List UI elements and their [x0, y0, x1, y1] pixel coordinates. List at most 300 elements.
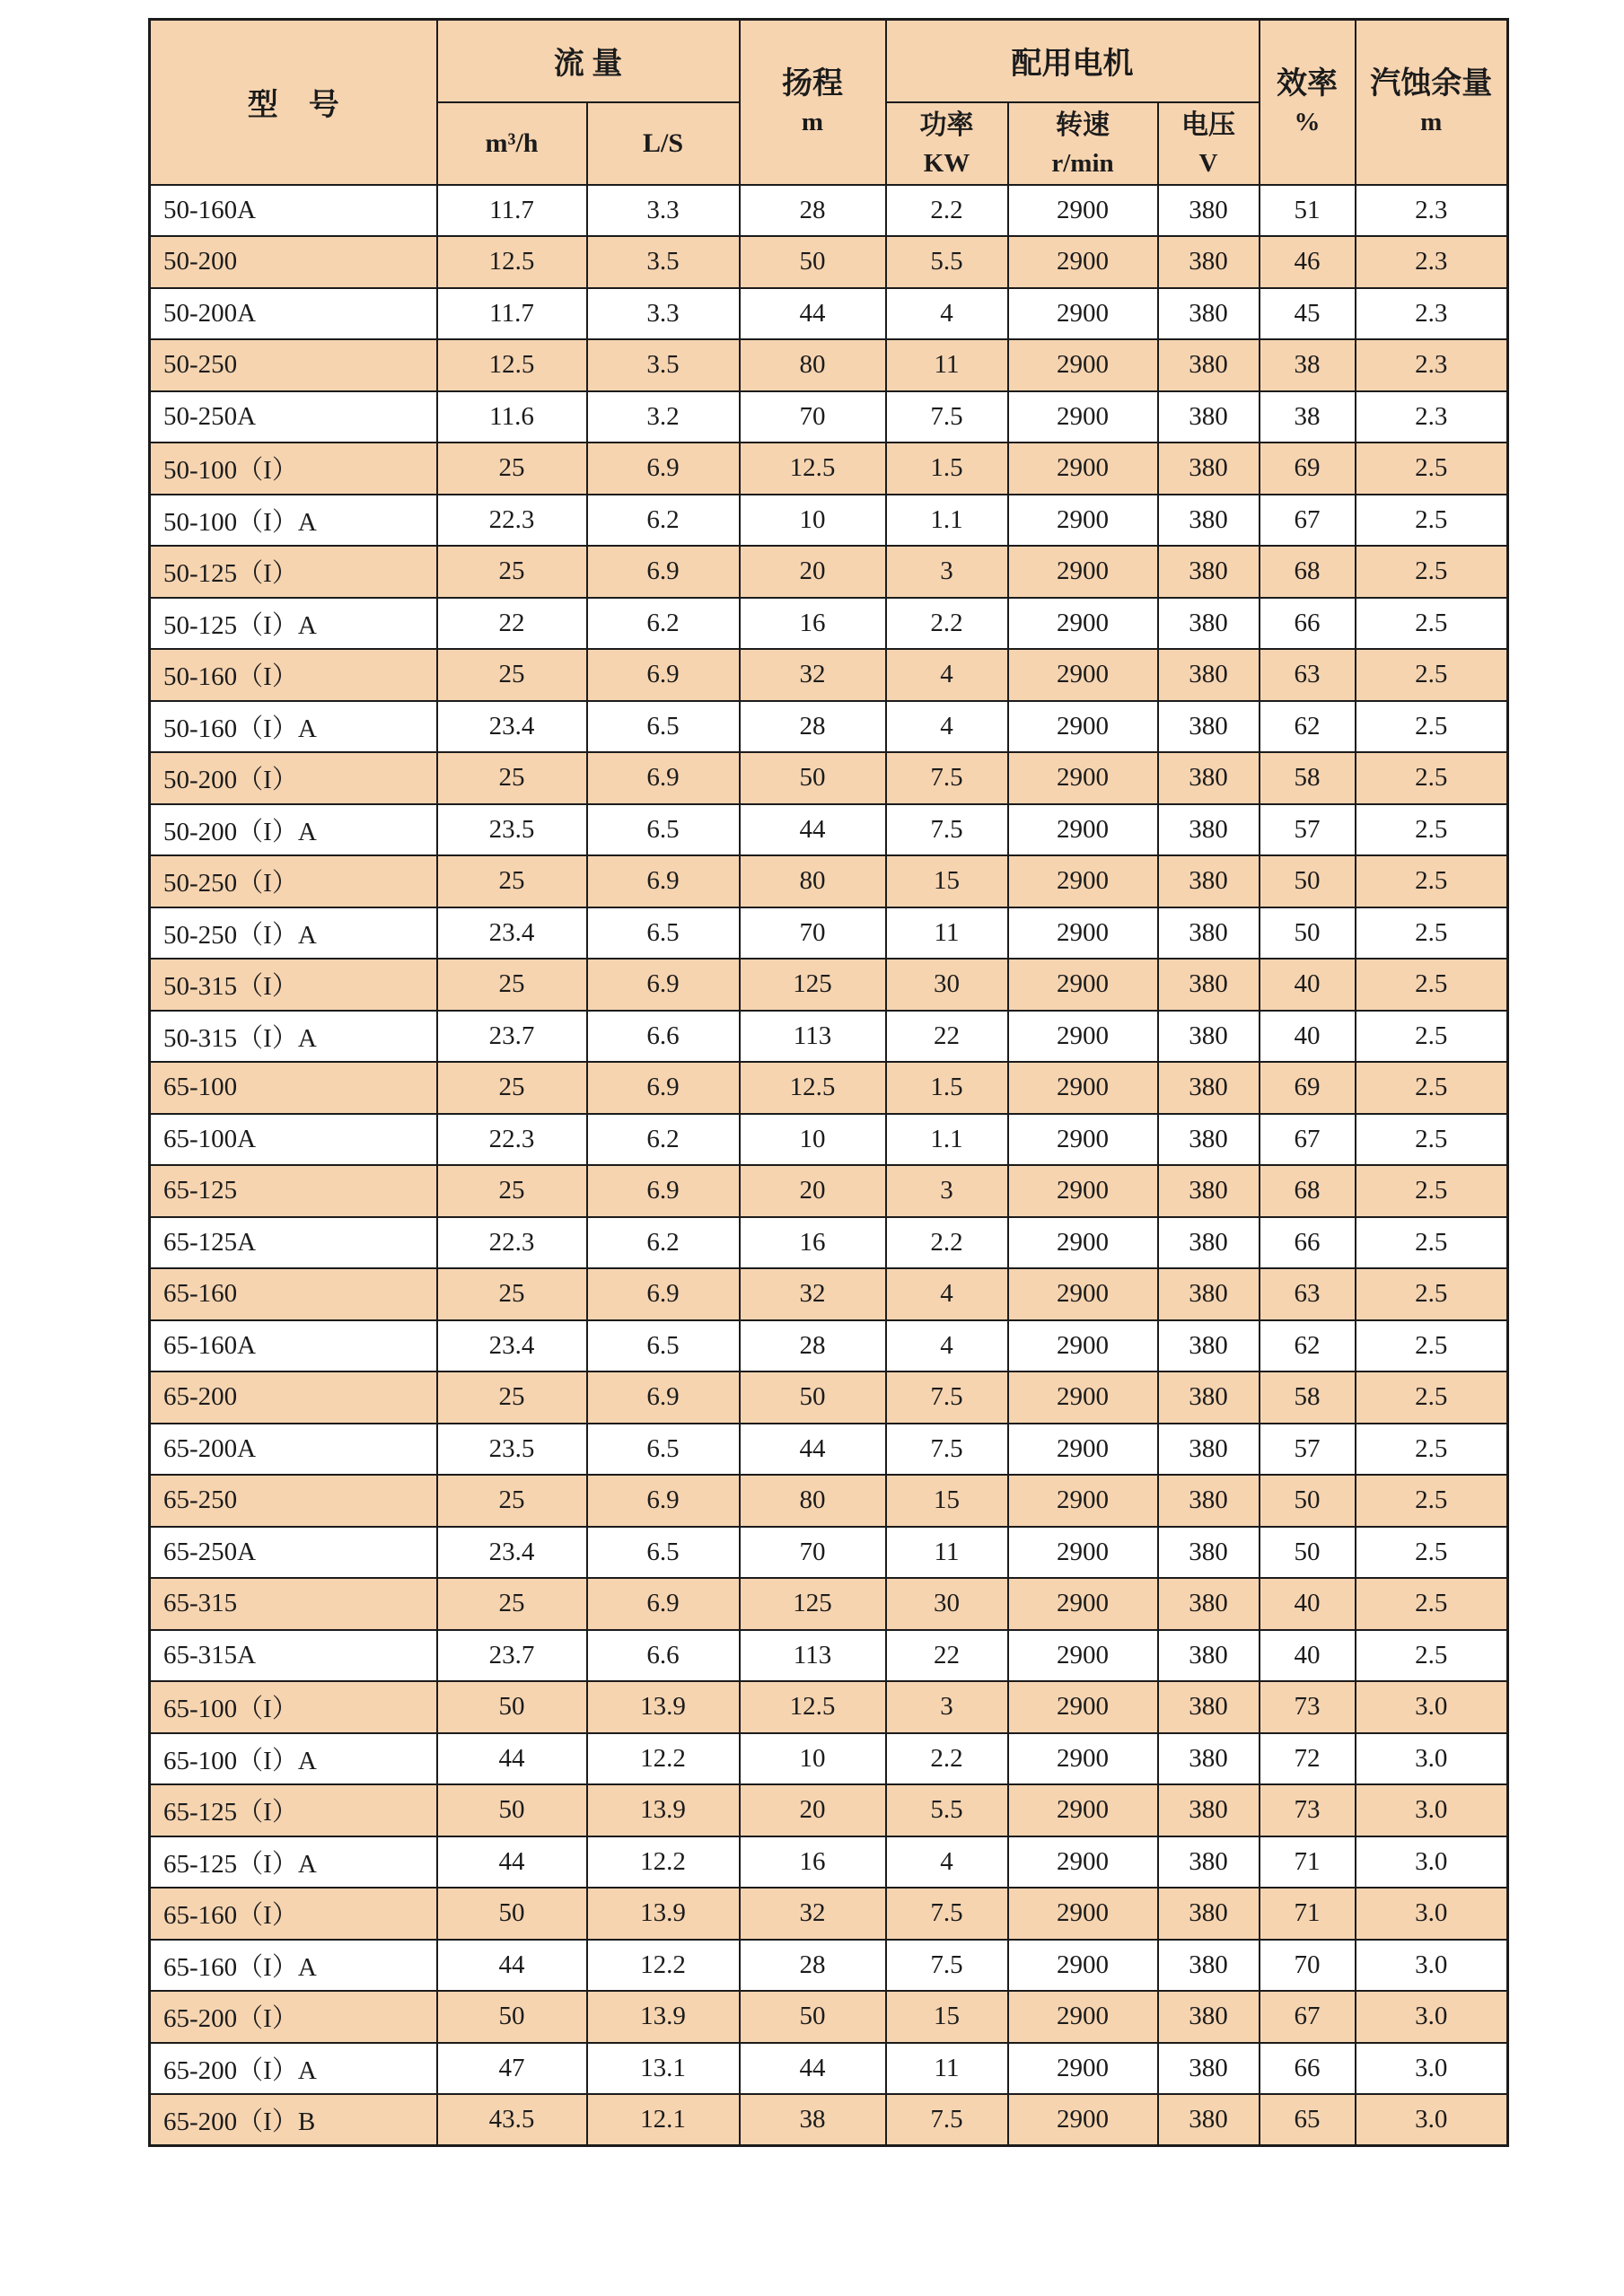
- cell-power: 22: [886, 1630, 1008, 1682]
- cell-flow-ls: 6.2: [587, 495, 740, 547]
- cell-npsh: 2.3: [1356, 339, 1508, 391]
- cell-voltage: 380: [1158, 288, 1260, 340]
- cell-power: 30: [886, 1578, 1008, 1630]
- cell-flow-m3h: 25: [437, 1268, 587, 1320]
- cell-flow-m3h: 44: [437, 1940, 587, 1992]
- cell-npsh: 2.5: [1356, 1371, 1508, 1424]
- cell-head: 113: [740, 1630, 886, 1682]
- cell-flow-m3h: 12.5: [437, 339, 587, 391]
- cell-model: 50-200（I）A: [150, 804, 437, 856]
- cell-flow-ls: 13.9: [587, 1784, 740, 1836]
- cell-model: 65-200A: [150, 1424, 437, 1476]
- cell-model: 65-315A: [150, 1630, 437, 1682]
- table-row: [150, 1681, 1508, 1733]
- cell-model: 50-100（I）A: [150, 495, 437, 547]
- cell-head: 20: [740, 1784, 886, 1836]
- cell-flow-m3h: 44: [437, 1733, 587, 1785]
- cell-head: 80: [740, 1475, 886, 1527]
- cell-head: 125: [740, 1578, 886, 1630]
- cell-voltage: 380: [1158, 1836, 1260, 1889]
- cell-flow-m3h: 50: [437, 1991, 587, 2043]
- cell-head: 113: [740, 1011, 886, 1063]
- cell-model: 65-125（I）A: [150, 1836, 437, 1889]
- cell-voltage: 380: [1158, 495, 1260, 547]
- cell-efficiency: 38: [1260, 339, 1356, 391]
- cell-model: 65-100（I）A: [150, 1733, 437, 1785]
- cell-model: 65-200（I）: [150, 1991, 437, 2043]
- cell-voltage: 380: [1158, 1165, 1260, 1217]
- cell-head: 12.5: [740, 1681, 886, 1733]
- cell-model: 50-315（I）A: [150, 1011, 437, 1063]
- cell-speed: 2900: [1008, 1991, 1158, 2043]
- cell-voltage: 380: [1158, 1784, 1260, 1836]
- table-row: [150, 1578, 1508, 1630]
- cell-head: 44: [740, 1424, 886, 1476]
- cell-flow-m3h: 22: [437, 598, 587, 650]
- table-row: [150, 2043, 1508, 2095]
- cell-speed: 2900: [1008, 1217, 1158, 1269]
- table-row: [150, 1114, 1508, 1166]
- cell-efficiency: 71: [1260, 1836, 1356, 1889]
- cell-flow-ls: 6.9: [587, 1165, 740, 1217]
- cell-npsh: 2.5: [1356, 1268, 1508, 1320]
- cell-npsh: 2.5: [1356, 1114, 1508, 1166]
- header-motor: 配用电机: [886, 20, 1260, 102]
- header-flow-ls: L/S: [587, 102, 740, 185]
- cell-head: 28: [740, 701, 886, 753]
- cell-flow-ls: 6.9: [587, 443, 740, 495]
- table-row: [150, 855, 1508, 907]
- header-speed-unit: r/min: [1051, 148, 1114, 178]
- cell-speed: 2900: [1008, 443, 1158, 495]
- table-row: [150, 598, 1508, 650]
- cell-speed: 2900: [1008, 1165, 1158, 1217]
- cell-power: 2.2: [886, 1217, 1008, 1269]
- cell-voltage: 380: [1158, 804, 1260, 856]
- cell-power: 2.2: [886, 1733, 1008, 1785]
- cell-speed: 2900: [1008, 855, 1158, 907]
- cell-speed: 2900: [1008, 1888, 1158, 1940]
- cell-model: 65-125: [150, 1165, 437, 1217]
- cell-model: 50-160A: [150, 185, 437, 237]
- cell-flow-m3h: 50: [437, 1784, 587, 1836]
- table-row: [150, 2094, 1508, 2146]
- cell-flow-ls: 6.5: [587, 701, 740, 753]
- cell-power: 7.5: [886, 2094, 1008, 2146]
- cell-model: 65-200: [150, 1371, 437, 1424]
- cell-voltage: 380: [1158, 1424, 1260, 1476]
- cell-speed: 2900: [1008, 546, 1158, 598]
- cell-power: 15: [886, 1991, 1008, 2043]
- cell-model: 65-160（I）: [150, 1888, 437, 1940]
- cell-flow-ls: 3.5: [587, 236, 740, 288]
- cell-power: 11: [886, 1527, 1008, 1579]
- table-row: [150, 649, 1508, 701]
- cell-head: 38: [740, 2094, 886, 2146]
- cell-model: 50-250A: [150, 391, 437, 443]
- cell-head: 70: [740, 907, 886, 960]
- cell-head: 50: [740, 1371, 886, 1424]
- cell-speed: 2900: [1008, 804, 1158, 856]
- cell-flow-m3h: 25: [437, 959, 587, 1011]
- header-head: [740, 20, 886, 185]
- cell-power: 1.5: [886, 443, 1008, 495]
- cell-npsh: 2.5: [1356, 1424, 1508, 1476]
- header-model: 型 号: [150, 20, 437, 185]
- table-row: [150, 1527, 1508, 1579]
- cell-speed: 2900: [1008, 1940, 1158, 1992]
- cell-efficiency: 68: [1260, 1165, 1356, 1217]
- cell-power: 7.5: [886, 1424, 1008, 1476]
- cell-speed: 2900: [1008, 1062, 1158, 1114]
- cell-npsh: 2.5: [1356, 959, 1508, 1011]
- cell-flow-ls: 6.9: [587, 1475, 740, 1527]
- header-efficiency: [1260, 20, 1356, 185]
- cell-voltage: 380: [1158, 1011, 1260, 1063]
- cell-efficiency: 73: [1260, 1784, 1356, 1836]
- cell-flow-ls: 6.5: [587, 804, 740, 856]
- cell-efficiency: 58: [1260, 752, 1356, 804]
- table-row: [150, 804, 1508, 856]
- cell-efficiency: 62: [1260, 701, 1356, 753]
- cell-npsh: 3.0: [1356, 1940, 1508, 1992]
- cell-npsh: 2.5: [1356, 495, 1508, 547]
- cell-speed: 2900: [1008, 598, 1158, 650]
- cell-efficiency: 50: [1260, 907, 1356, 960]
- cell-npsh: 3.0: [1356, 2043, 1508, 2095]
- cell-voltage: 380: [1158, 2043, 1260, 2095]
- cell-model: 65-200（I）A: [150, 2043, 437, 2095]
- cell-power: 2.2: [886, 598, 1008, 650]
- cell-speed: 2900: [1008, 185, 1158, 237]
- cell-efficiency: 46: [1260, 236, 1356, 288]
- table-row: [150, 907, 1508, 960]
- cell-voltage: 380: [1158, 1371, 1260, 1424]
- cell-flow-ls: 13.1: [587, 2043, 740, 2095]
- cell-flow-ls: 13.9: [587, 1991, 740, 2043]
- cell-npsh: 2.5: [1356, 1165, 1508, 1217]
- cell-model: 50-100（I）: [150, 443, 437, 495]
- cell-speed: 2900: [1008, 1578, 1158, 1630]
- cell-flow-m3h: 23.7: [437, 1011, 587, 1063]
- cell-model: 50-250（I）A: [150, 907, 437, 960]
- cell-speed: 2900: [1008, 1836, 1158, 1889]
- cell-power: 5.5: [886, 236, 1008, 288]
- cell-npsh: 3.0: [1356, 2094, 1508, 2146]
- cell-model: 50-160（I）A: [150, 701, 437, 753]
- cell-flow-m3h: 25: [437, 546, 587, 598]
- cell-efficiency: 66: [1260, 598, 1356, 650]
- header-power: [886, 102, 1008, 185]
- cell-voltage: 380: [1158, 2094, 1260, 2146]
- cell-voltage: 380: [1158, 701, 1260, 753]
- cell-head: 10: [740, 495, 886, 547]
- cell-flow-m3h: 25: [437, 1371, 587, 1424]
- cell-efficiency: 58: [1260, 1371, 1356, 1424]
- cell-voltage: 380: [1158, 546, 1260, 598]
- table-row: [150, 1062, 1508, 1114]
- table-row: [150, 185, 1508, 237]
- cell-model: 65-100（I）: [150, 1681, 437, 1733]
- cell-head: 12.5: [740, 1062, 886, 1114]
- cell-voltage: 380: [1158, 1268, 1260, 1320]
- cell-flow-m3h: 22.3: [437, 1114, 587, 1166]
- cell-model: 50-125（I）: [150, 546, 437, 598]
- cell-efficiency: 67: [1260, 1114, 1356, 1166]
- table-row: [150, 1784, 1508, 1836]
- cell-head: 125: [740, 959, 886, 1011]
- cell-flow-m3h: 23.4: [437, 1527, 587, 1579]
- cell-voltage: 380: [1158, 1888, 1260, 1940]
- cell-head: 70: [740, 391, 886, 443]
- cell-npsh: 2.5: [1356, 443, 1508, 495]
- cell-power: 1.1: [886, 1114, 1008, 1166]
- cell-npsh: 3.0: [1356, 1991, 1508, 2043]
- cell-power: 3: [886, 1681, 1008, 1733]
- table-body: [150, 185, 1508, 2146]
- header-npsh-unit: m: [1420, 107, 1443, 136]
- cell-voltage: 380: [1158, 1062, 1260, 1114]
- cell-flow-ls: 13.9: [587, 1681, 740, 1733]
- cell-flow-ls: 6.9: [587, 1268, 740, 1320]
- cell-power: 15: [886, 1475, 1008, 1527]
- cell-voltage: 380: [1158, 598, 1260, 650]
- table-row: [150, 236, 1508, 288]
- table-row: [150, 1733, 1508, 1785]
- table-row: [150, 1424, 1508, 1476]
- header-flow: 流 量: [437, 20, 740, 102]
- table-row: [150, 495, 1508, 547]
- cell-voltage: 380: [1158, 1630, 1260, 1682]
- header-power-unit: KW: [923, 148, 970, 178]
- cell-flow-ls: 6.9: [587, 855, 740, 907]
- cell-flow-m3h: 43.5: [437, 2094, 587, 2146]
- cell-efficiency: 50: [1260, 1527, 1356, 1579]
- table-row: [150, 1011, 1508, 1063]
- cell-voltage: 380: [1158, 339, 1260, 391]
- cell-flow-m3h: 23.4: [437, 701, 587, 753]
- cell-npsh: 2.5: [1356, 1011, 1508, 1063]
- cell-speed: 2900: [1008, 2094, 1158, 2146]
- cell-flow-m3h: 25: [437, 443, 587, 495]
- cell-flow-ls: 6.5: [587, 1320, 740, 1372]
- cell-flow-ls: 6.5: [587, 1527, 740, 1579]
- cell-efficiency: 65: [1260, 2094, 1356, 2146]
- table-row: [150, 752, 1508, 804]
- cell-flow-m3h: 25: [437, 1062, 587, 1114]
- cell-speed: 2900: [1008, 907, 1158, 960]
- cell-speed: 2900: [1008, 495, 1158, 547]
- cell-voltage: 380: [1158, 1991, 1260, 2043]
- cell-head: 50: [740, 236, 886, 288]
- cell-efficiency: 68: [1260, 546, 1356, 598]
- cell-model: 65-125A: [150, 1217, 437, 1269]
- header-speed: [1008, 102, 1158, 185]
- cell-model: 65-315: [150, 1578, 437, 1630]
- table-row: [150, 1320, 1508, 1372]
- table-row: [150, 1630, 1508, 1682]
- cell-model: 50-160（I）: [150, 649, 437, 701]
- cell-efficiency: 50: [1260, 855, 1356, 907]
- cell-npsh: 3.0: [1356, 1888, 1508, 1940]
- cell-voltage: 380: [1158, 959, 1260, 1011]
- cell-flow-m3h: 11.7: [437, 288, 587, 340]
- cell-flow-m3h: 50: [437, 1888, 587, 1940]
- cell-efficiency: 70: [1260, 1940, 1356, 1992]
- cell-flow-ls: 6.9: [587, 649, 740, 701]
- cell-power: 7.5: [886, 804, 1008, 856]
- cell-flow-ls: 6.9: [587, 959, 740, 1011]
- cell-power: 7.5: [886, 1940, 1008, 1992]
- cell-head: 32: [740, 1268, 886, 1320]
- cell-npsh: 2.5: [1356, 855, 1508, 907]
- table-row: [150, 1217, 1508, 1269]
- cell-efficiency: 40: [1260, 1011, 1356, 1063]
- cell-voltage: 380: [1158, 1114, 1260, 1166]
- cell-head: 28: [740, 1320, 886, 1372]
- cell-speed: 2900: [1008, 752, 1158, 804]
- cell-efficiency: 40: [1260, 1630, 1356, 1682]
- cell-model: 65-100A: [150, 1114, 437, 1166]
- cell-head: 80: [740, 855, 886, 907]
- cell-flow-m3h: 44: [437, 1836, 587, 1889]
- cell-power: 7.5: [886, 752, 1008, 804]
- cell-flow-ls: 6.2: [587, 1114, 740, 1166]
- cell-model: 50-250: [150, 339, 437, 391]
- cell-flow-ls: 6.6: [587, 1011, 740, 1063]
- cell-voltage: 380: [1158, 1527, 1260, 1579]
- cell-npsh: 2.5: [1356, 907, 1508, 960]
- cell-voltage: 380: [1158, 855, 1260, 907]
- cell-head: 16: [740, 1836, 886, 1889]
- cell-flow-ls: 12.1: [587, 2094, 740, 2146]
- cell-efficiency: 50: [1260, 1475, 1356, 1527]
- cell-speed: 2900: [1008, 1681, 1158, 1733]
- cell-flow-ls: 6.2: [587, 1217, 740, 1269]
- cell-head: 50: [740, 1991, 886, 2043]
- cell-flow-m3h: 23.5: [437, 804, 587, 856]
- cell-flow-m3h: 47: [437, 2043, 587, 2095]
- cell-efficiency: 40: [1260, 1578, 1356, 1630]
- header-head-unit: m: [801, 107, 824, 136]
- cell-head: 12.5: [740, 443, 886, 495]
- cell-power: 4: [886, 1836, 1008, 1889]
- cell-efficiency: 62: [1260, 1320, 1356, 1372]
- cell-speed: 2900: [1008, 236, 1158, 288]
- table-row: [150, 701, 1508, 753]
- table-row: [150, 1888, 1508, 1940]
- table-row: [150, 1836, 1508, 1889]
- cell-head: 28: [740, 1940, 886, 1992]
- cell-speed: 2900: [1008, 1630, 1158, 1682]
- cell-flow-m3h: 25: [437, 649, 587, 701]
- pump-spec-table-container: [148, 18, 1509, 2147]
- cell-flow-m3h: 23.4: [437, 907, 587, 960]
- cell-flow-ls: 3.3: [587, 288, 740, 340]
- cell-efficiency: 45: [1260, 288, 1356, 340]
- cell-npsh: 2.5: [1356, 598, 1508, 650]
- cell-npsh: 2.5: [1356, 546, 1508, 598]
- cell-npsh: 3.0: [1356, 1733, 1508, 1785]
- cell-power: 7.5: [886, 391, 1008, 443]
- header-power-label: 功率: [919, 110, 974, 140]
- cell-speed: 2900: [1008, 1424, 1158, 1476]
- cell-head: 80: [740, 339, 886, 391]
- cell-flow-ls: 6.6: [587, 1630, 740, 1682]
- cell-model: 65-160（I）A: [150, 1940, 437, 1992]
- cell-efficiency: 63: [1260, 649, 1356, 701]
- header-flow-m3h: m³/h: [437, 102, 587, 185]
- cell-efficiency: 57: [1260, 1424, 1356, 1476]
- cell-flow-m3h: 25: [437, 1578, 587, 1630]
- cell-voltage: 380: [1158, 1940, 1260, 1992]
- table-row: [150, 546, 1508, 598]
- cell-npsh: 2.5: [1356, 752, 1508, 804]
- cell-npsh: 2.5: [1356, 701, 1508, 753]
- cell-model: 50-125（I）A: [150, 598, 437, 650]
- cell-model: 50-200（I）: [150, 752, 437, 804]
- cell-flow-m3h: 25: [437, 1475, 587, 1527]
- cell-efficiency: 67: [1260, 495, 1356, 547]
- cell-flow-ls: 6.9: [587, 752, 740, 804]
- table-row: [150, 443, 1508, 495]
- cell-head: 44: [740, 804, 886, 856]
- cell-speed: 2900: [1008, 1114, 1158, 1166]
- cell-flow-m3h: 25: [437, 1165, 587, 1217]
- cell-flow-ls: 6.5: [587, 907, 740, 960]
- cell-power: 5.5: [886, 1784, 1008, 1836]
- cell-speed: 2900: [1008, 1011, 1158, 1063]
- cell-voltage: 380: [1158, 1217, 1260, 1269]
- cell-voltage: 380: [1158, 236, 1260, 288]
- cell-flow-ls: 12.2: [587, 1940, 740, 1992]
- cell-npsh: 2.3: [1356, 185, 1508, 237]
- cell-npsh: 2.5: [1356, 1062, 1508, 1114]
- cell-power: 4: [886, 1320, 1008, 1372]
- table-header: [150, 20, 1508, 185]
- cell-flow-m3h: 11.6: [437, 391, 587, 443]
- cell-npsh: 2.5: [1356, 1578, 1508, 1630]
- cell-model: 65-200（I）B: [150, 2094, 437, 2146]
- cell-speed: 2900: [1008, 959, 1158, 1011]
- header-voltage-label: 电压: [1181, 110, 1235, 140]
- cell-speed: 2900: [1008, 1784, 1158, 1836]
- cell-voltage: 380: [1158, 391, 1260, 443]
- cell-model: 65-250A: [150, 1527, 437, 1579]
- cell-efficiency: 38: [1260, 391, 1356, 443]
- cell-head: 16: [740, 598, 886, 650]
- header-efficiency-label: 效率: [1277, 66, 1338, 101]
- cell-npsh: 2.5: [1356, 1527, 1508, 1579]
- cell-voltage: 380: [1158, 649, 1260, 701]
- cell-power: 4: [886, 701, 1008, 753]
- cell-speed: 2900: [1008, 339, 1158, 391]
- cell-power: 4: [886, 649, 1008, 701]
- cell-model: 65-125（I）: [150, 1784, 437, 1836]
- cell-head: 44: [740, 2043, 886, 2095]
- cell-head: 10: [740, 1733, 886, 1785]
- cell-power: 11: [886, 907, 1008, 960]
- cell-efficiency: 66: [1260, 1217, 1356, 1269]
- cell-head: 32: [740, 1888, 886, 1940]
- cell-flow-ls: 6.9: [587, 1578, 740, 1630]
- cell-speed: 2900: [1008, 1320, 1158, 1372]
- cell-flow-ls: 3.3: [587, 185, 740, 237]
- cell-model: 65-160: [150, 1268, 437, 1320]
- cell-head: 28: [740, 185, 886, 237]
- cell-efficiency: 72: [1260, 1733, 1356, 1785]
- cell-power: 3: [886, 546, 1008, 598]
